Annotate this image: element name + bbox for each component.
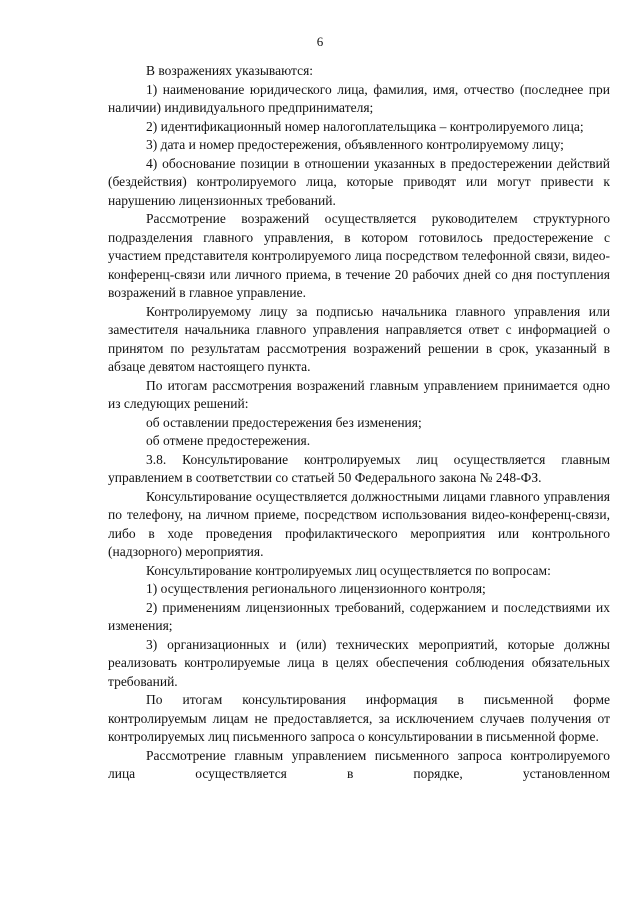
paragraph: 4) обоснование позиции в отношении указанных в предостережении действий (бездействия) контролируемого лица, которые приводят или могут привести к нарушению лицензионных требований. [108, 155, 610, 208]
paragraph: 2) идентификационный номер налогоплательщика – контролируемого лица; [146, 118, 584, 134]
paragraph: 1) наименование юридического лица, фамилия, имя, отчество (последнее при наличии) индивидуального предпринимателя; [108, 81, 610, 115]
paragraph: Консультирование контролируемых лиц осуществляется по вопросам: [146, 562, 551, 578]
paragraph: Рассмотрение возражений осуществляется руководителем структурного подразделения главного управления, в котором готовилось предостережение с участием представителя контролируемого лица посредством телефонной связи, видео-конференц-связи или личного приема, в течение 20 рабочих дней со дня поступления возражений в главное управление. [108, 211, 610, 300]
document-body [108, 62, 610, 784]
paragraph: По итогам рассмотрения возражений главным управлением принимается одно из следующих решений: [108, 377, 610, 411]
paragraph: 1) осуществления регионального лицензионного контроля; [146, 581, 486, 596]
paragraph: В возражениях указываются: [146, 63, 314, 78]
paragraph: Консультирование осуществляется должностными лицами главного управления по телефону, на личном приеме, посредством использования видео-конференц-связи, либо в ходе проведения профилактического мероприятия или контрольного (надзорного) мероприятия. [108, 488, 610, 559]
paragraph: 3) организационных и (или) технических мероприятий, которые должны реализовать контролируемые лица в целях обеспечения соблюдения обязательных требований. [108, 636, 610, 689]
paragraph: Рассмотрение главным управлением письменного запроса контролируемого лица осуществляется в порядке, установленном [108, 747, 610, 781]
paragraph: 2) применениям лицензионных требований, содержанием и последствиями их изменения; [108, 599, 610, 633]
paragraph: 3) дата и номер предостережения, объявленного контролируемому лицу; [146, 137, 564, 152]
paragraph: об оставлении предостережения без изменения; [146, 414, 422, 430]
paragraph: Контролируемому лицу за подписью начальника главного управления или заместителя начальника главного управления направляется ответ с информацией о принятом по результатам рассмотрения возражений решении в срок, указанный в абзаце девятом настоящего пункта. [108, 303, 610, 374]
page-number: 6 [316, 34, 324, 49]
paragraph: 3.8. Консультирование контролируемых лиц осуществляется главным управлением в соответствии со статьей 50 Федерального закона № 248-ФЗ. [108, 451, 610, 485]
paragraph: По итогам консультирования информация в письменной форме контролируемым лицам не предоставляется, за исключением случаев получения от контролируемых лиц письменного запроса о консультировании в письменной форме. [108, 692, 610, 744]
paragraph: об отмене предостережения. [146, 433, 311, 448]
